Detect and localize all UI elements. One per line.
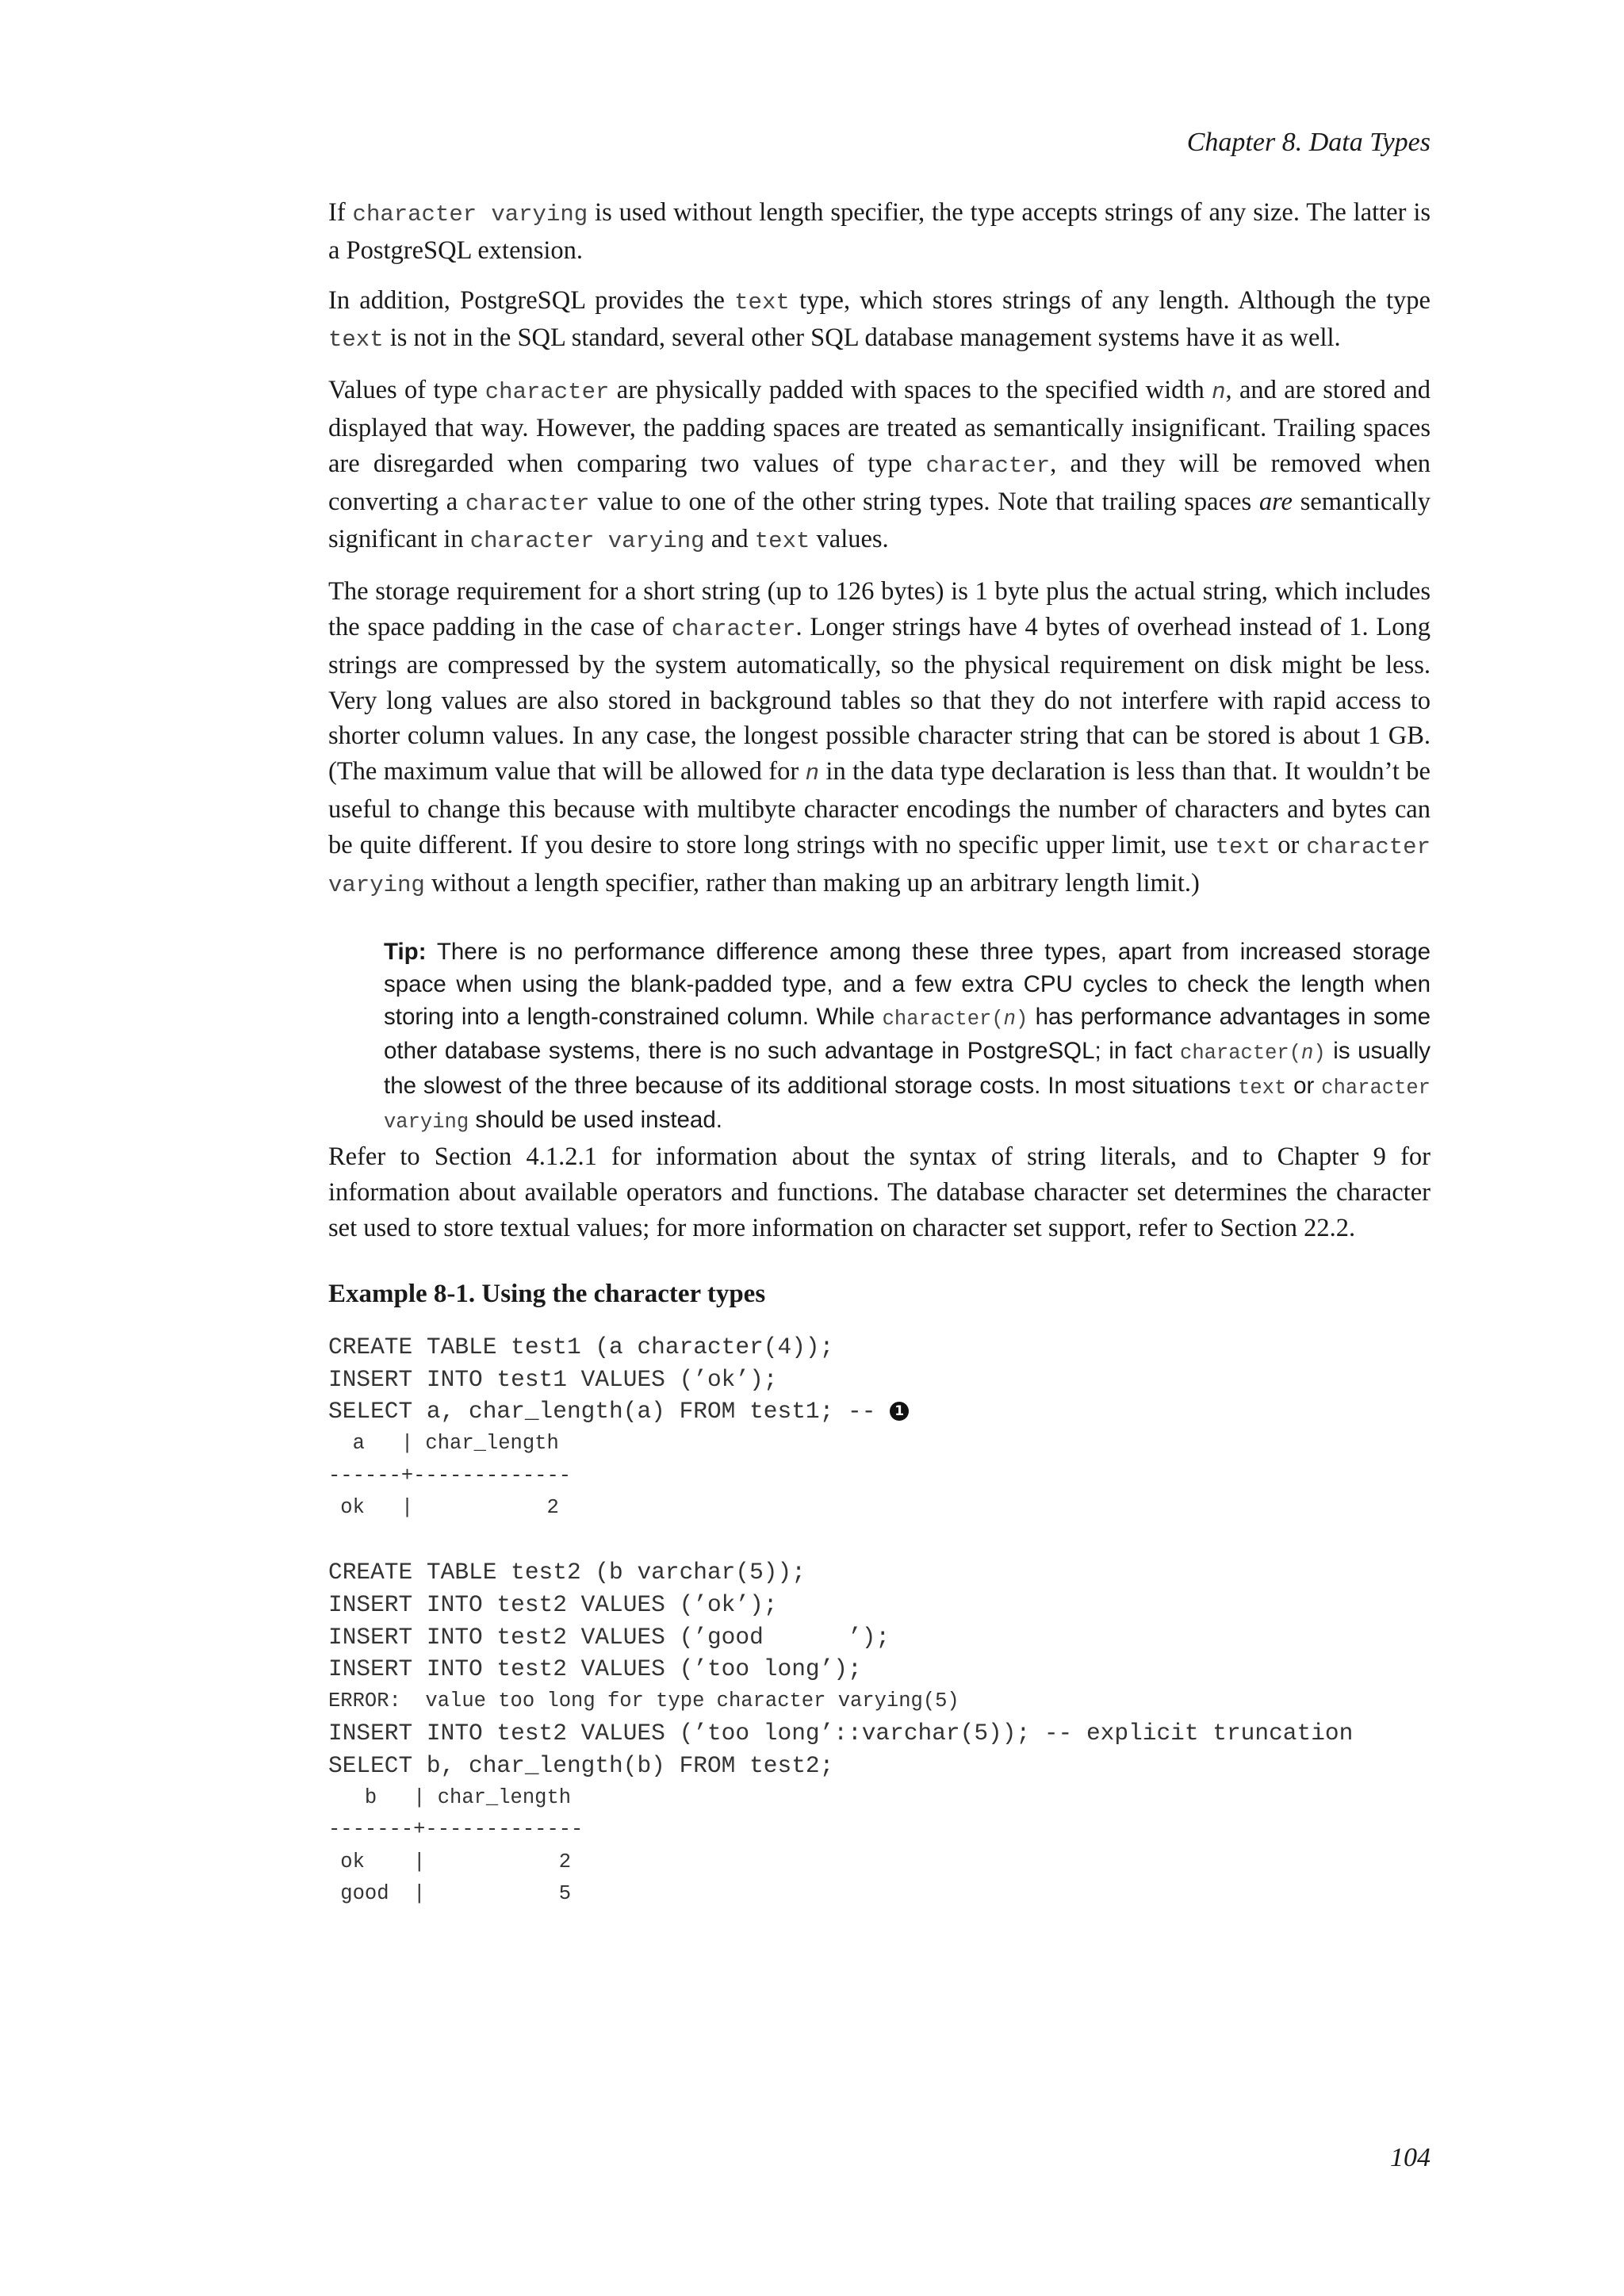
error-line: ERROR: value too long for type character varying(5): [328, 1689, 959, 1712]
code-line: INSERT INTO test2 VALUES (’too long’::varchar(5)); -- explicit truncation: [328, 1720, 1354, 1747]
code-line: INSERT INTO test1 VALUES (’ok’);: [328, 1365, 778, 1393]
code-line: INSERT INTO test2 VALUES (’ok’);: [328, 1591, 778, 1619]
tip-box: Tip: There is no performance difference among these three types, apart from increased storage space when using the blank-padded type, and a few extra CPU cycles to check the length when storing into a length-constrained column. While character(n) has performance advantages in some other database systems, there is no such advantage in PostgreSQL; in fact character(n) is usually the slowest of the three because of its additional storage costs. In most situations text or character varying should be used instead.: [384, 939, 1431, 1135]
output-line: good | 5: [328, 1882, 572, 1906]
code-line: CREATE TABLE test2 (b varchar(5));: [328, 1559, 806, 1586]
output-line: ok | 2: [328, 1850, 572, 1873]
output-line: b | char_length: [328, 1785, 572, 1809]
paragraph-text-type: In addition, PostgreSQL provides the text type, which stores strings of any length. Although the type text is not in the SQL standard, several other SQL database management systems have it as well.: [328, 285, 1431, 354]
tip-label: Tip:: [384, 939, 427, 966]
callout-1-icon: 1: [890, 1402, 909, 1421]
paragraph-references: Refer to Section 4.1.2.1 for information about the syntax of string literals, and to Chapter 9 for information about available operators and functions. The database character set determines the character set used to store textual values; for more information on character set support, refer to Section 22.2.: [328, 1142, 1431, 1242]
output-line: ok | 2: [328, 1496, 559, 1520]
paragraph-padding: Values of type character are physically padded with spaces to the specified width n, and are stored and displayed that way. However, the padding spaces are treated as semantically insignificant. Trailing spaces are disregarded when comparing two values of type character, and they will be removed when converting a character value to one of the other string types. Note that trailing spaces are semantically significant in character varying and text values.: [328, 376, 1431, 555]
code-line: SELECT a, char_length(a) FROM test1; -- 1: [328, 1395, 1431, 1428]
code-line: CREATE TABLE test1 (a character(4));: [328, 1334, 834, 1361]
code-line: INSERT INTO test2 VALUES (’too long’);: [328, 1655, 862, 1683]
example-title: Example 8-1. Using the character types: [328, 1280, 766, 1309]
code-line: SELECT b, char_length(b) FROM test2;: [328, 1752, 834, 1780]
page-number: 104: [1390, 2143, 1431, 2172]
body-text: [328, 195, 1431, 1911]
paragraph-storage: The storage requirement for a short string (up to 126 bytes) is 1 byte plus the actual string, which includes the space padding in the case of character. Longer strings have 4 bytes of overhead instead of 1. Long strings are compressed by the system automatically, so the physical requirement on disk might be less. Very long values are also stored in background tables so that they do not interfere with rapid access to shorter column values. In any case, the longest possible character string that can be stored is about 1 GB. (The maximum value that will be allowed for n in the data type declaration is less than that. It wouldn’t be useful to change this because with multibyte character encodings the number of characters and bytes can be quite different. If you desire to store long strings with no specific upper limit, use text or character varying without a length specifier, rather than making up an arbitrary length limit.): [328, 577, 1431, 898]
code-line: INSERT INTO test2 VALUES (’good ’);: [328, 1623, 891, 1651]
output-line: -------+-------------: [328, 1818, 584, 1842]
blank-line: [328, 1525, 1431, 1557]
paragraph-varying-length: If character varying is used without length specifier, the type accepts strings of any size. The latter is a PostgreSQL extension.: [328, 198, 1431, 265]
example-code-block: [328, 1331, 1431, 1911]
output-line: a | char_length: [328, 1432, 559, 1456]
running-head: Chapter 8. Data Types: [1186, 128, 1431, 157]
output-line: ------+-------------: [328, 1464, 572, 1487]
